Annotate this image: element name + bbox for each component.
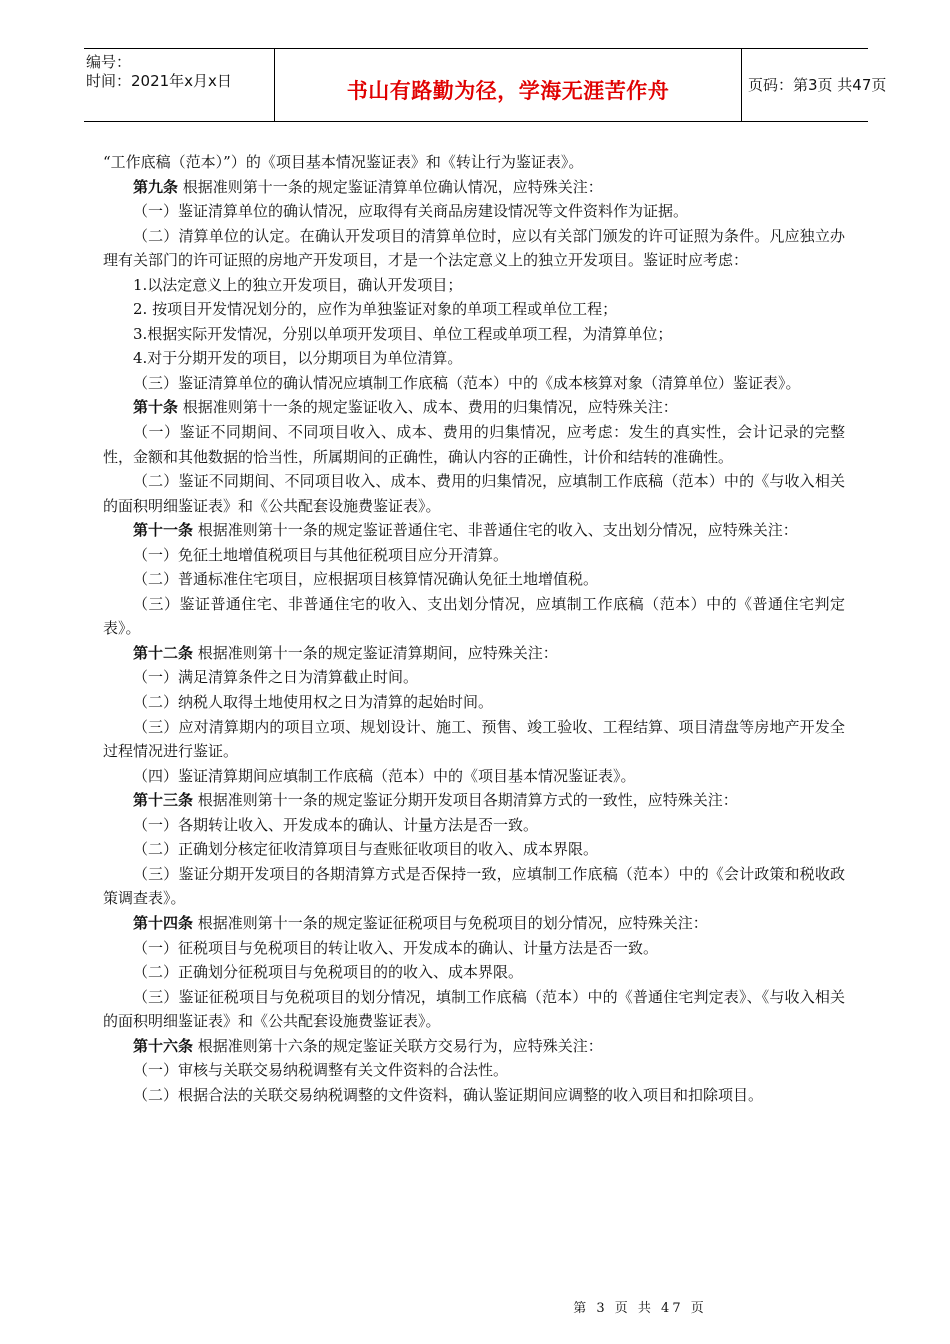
- article-number: 第十二条: [133, 643, 194, 662]
- document-time-label: 时间：2021年x月x日: [86, 72, 232, 90]
- body-paragraph: [103, 224, 845, 273]
- paragraph-text: （二）清算单位的认定。在确认开发项目的清算单位时，应以有关部门颁发的许可证照为条件。凡应独立办理有关部门的许可证照的房地产开发项目，才是一个法定意义上的独立开发项目。鉴证时应考虑：: [103, 226, 845, 270]
- paragraph-text: （三）鉴证征税项目与免税项目的划分情况，填制工作底稿（范本）中的《普通住宅判定表》、《与收入相关的面积明细鉴证表》和《公共配套设施费鉴证表》。: [103, 987, 845, 1031]
- article-number: 第十条: [133, 398, 179, 417]
- paragraph-text: （三）鉴证清算单位的确认情况应填制工作底稿（范本）中的《成本核算对象（清算单位）鉴证表》。: [133, 373, 801, 392]
- body-paragraph: [103, 837, 845, 862]
- header-page-cell: [740, 49, 887, 121]
- paragraph-text: （三）鉴证普通住宅、非普通住宅的收入、支出划分情况，应填制工作底稿（范本）中的《普通住宅判定表》。: [103, 594, 845, 638]
- paragraph-text: 4.对于分期开发的项目，以分期项目为单位清算。: [133, 349, 463, 368]
- article-number: 第十一条: [133, 521, 194, 540]
- paragraph-text: （一）审核与关联交易纳税调整有关文件资料的合法性。: [133, 1061, 509, 1080]
- article-paragraph: [103, 518, 845, 543]
- article-number: 第十三条: [133, 791, 194, 810]
- body-paragraph: [103, 960, 845, 985]
- paragraph-text: （四）鉴证清算期间应填制工作底稿（范本）中的《项目基本情况鉴证表》。: [133, 766, 636, 785]
- document-number-label: 编号：: [86, 53, 132, 71]
- paragraph-text: 根据准则第十一条的规定鉴证清算期间，应特殊关注：: [193, 643, 558, 662]
- paragraph-text: 3.根据实际开发情况，分别以单项开发项目、单位工程或单项工程，为清算单位；: [133, 324, 673, 343]
- body-paragraph: [103, 199, 845, 224]
- paragraph-text: 根据准则第十一条的规定鉴证收入、成本、费用的归集情况，应特殊关注：: [178, 398, 678, 417]
- article-number: 第十六条: [133, 1036, 194, 1055]
- body-paragraph: [103, 1083, 845, 1108]
- paragraph-text: （一）鉴证清算单位的确认情况，应取得有关商品房建设情况等文件资料作为证据。: [133, 202, 689, 221]
- paragraph-text: （二）纳税人取得土地使用权之日为清算的起始时间。: [133, 693, 494, 712]
- paragraph-text: （二）正确划分征税项目与免税项目的的收入、成本界限。: [133, 963, 524, 982]
- paragraph-text: （二）鉴证不同期间、不同项目收入、成本、费用的归集情况，应填制工作底稿（范本）中的《与收入相关的面积明细鉴证表》和《公共配套设施费鉴证表》。: [103, 472, 845, 515]
- article-number: 第十四条: [133, 913, 194, 932]
- body-paragraph: [103, 1058, 845, 1083]
- body-paragraph: [103, 322, 845, 347]
- body-paragraph: [103, 469, 845, 518]
- paragraph-text: 根据准则第十六条的规定鉴证关联方交易行为，应特殊关注：: [193, 1036, 603, 1055]
- article-paragraph: [103, 641, 845, 666]
- body-paragraph: [103, 862, 845, 911]
- paragraph-text: （三）应对清算期内的项目立项、规划设计、施工、预售、竣工验收、工程结算、项目清盘等房地产开发全过程情况进行鉴证。: [103, 717, 845, 761]
- paragraph-text: （二）正确划分核定征收清算项目与查账征收项目的收入、成本界限。: [133, 840, 599, 859]
- header-motto: 书山有路勤为径，学海无涯苦作舟: [346, 79, 670, 103]
- body-paragraph: [103, 813, 845, 838]
- body-paragraph: [103, 715, 845, 764]
- article-paragraph: [103, 911, 845, 936]
- article-paragraph: [103, 1034, 845, 1059]
- paragraph-text: （三）鉴证分期开发项目的各期清算方式是否保持一致，应填制工作底稿（范本）中的《会计政策和税收政策调查表》。: [103, 864, 845, 908]
- document-header: [84, 48, 887, 122]
- body-paragraph: [103, 764, 845, 789]
- body-paragraph: [103, 592, 845, 641]
- paragraph-text: 根据准则第十一条的规定鉴证分期开发项目各期清算方式的一致性，应特殊关注：: [193, 791, 738, 810]
- body-paragraph: [103, 297, 845, 322]
- paragraph-text: 根据准则第十一条的规定鉴证清算单位确认情况，应特殊关注：: [178, 177, 603, 196]
- document-body: [103, 150, 845, 1107]
- paragraph-text: （一）征税项目与免税项目的转让收入、开发成本的确认、计量方法是否一致。: [133, 938, 659, 957]
- body-paragraph: [103, 420, 845, 469]
- body-paragraph: [103, 150, 845, 175]
- paragraph-text: 根据准则第十一条的规定鉴证征税项目与免税项目的划分情况，应特殊关注：: [193, 913, 708, 932]
- paragraph-text: “工作底稿（范本）”）的《项目基本情况鉴证表》和《转让行为鉴证表》。: [103, 153, 584, 171]
- article-paragraph: [103, 788, 845, 813]
- paragraph-text: 1.以法定意义上的独立开发项目，确认开发项目；: [133, 275, 463, 294]
- body-paragraph: [103, 543, 845, 568]
- body-paragraph: [103, 371, 845, 396]
- body-paragraph: [103, 567, 845, 592]
- paragraph-text: （二）根据合法的关联交易纳税调整的文件资料，确认鉴证期间应调整的收入项目和扣除项目。: [133, 1085, 764, 1104]
- body-paragraph: [103, 936, 845, 961]
- body-paragraph: [103, 985, 845, 1034]
- paragraph-text: （二）普通标准住宅项目，应根据项目核算情况确认免征土地增值税。: [133, 570, 599, 589]
- body-paragraph: [103, 273, 845, 298]
- paragraph-text: 根据准则第十一条的规定鉴证普通住宅、非普通住宅的收入、支出划分情况，应特殊关注：: [193, 521, 798, 540]
- paragraph-text: （一）免征土地增值税项目与其他征税项目应分开清算。: [133, 545, 509, 564]
- article-paragraph: [103, 395, 845, 420]
- page-footer: 第 3 页 共 47 页: [573, 1301, 707, 1316]
- article-paragraph: [103, 175, 845, 200]
- header-page-label: 页码：第3页 共47页: [748, 76, 887, 94]
- body-paragraph: [103, 690, 845, 715]
- article-number: 第九条: [133, 177, 179, 196]
- paragraph-text: 2. 按项目开发情况划分的，应作为单独鉴证对象的单项工程或单位工程；: [133, 300, 618, 319]
- body-paragraph: [103, 665, 845, 690]
- paragraph-text: （一）鉴证不同期间、不同项目收入、成本、费用的归集情况，应考虑：发生的真实性，会计记录的完整性，金额和其他数据的恰当性，所属期间的正确性，确认内容的正确性，计价和结转的准确性。: [103, 423, 845, 466]
- paragraph-text: （一）各期转让收入、开发成本的确认、计量方法是否一致。: [133, 815, 539, 834]
- paragraph-text: （一）满足清算条件之日为清算截止时间。: [133, 668, 419, 687]
- header-meta-cell: [84, 49, 274, 121]
- body-paragraph: [103, 346, 845, 371]
- header-motto-cell: [274, 49, 742, 121]
